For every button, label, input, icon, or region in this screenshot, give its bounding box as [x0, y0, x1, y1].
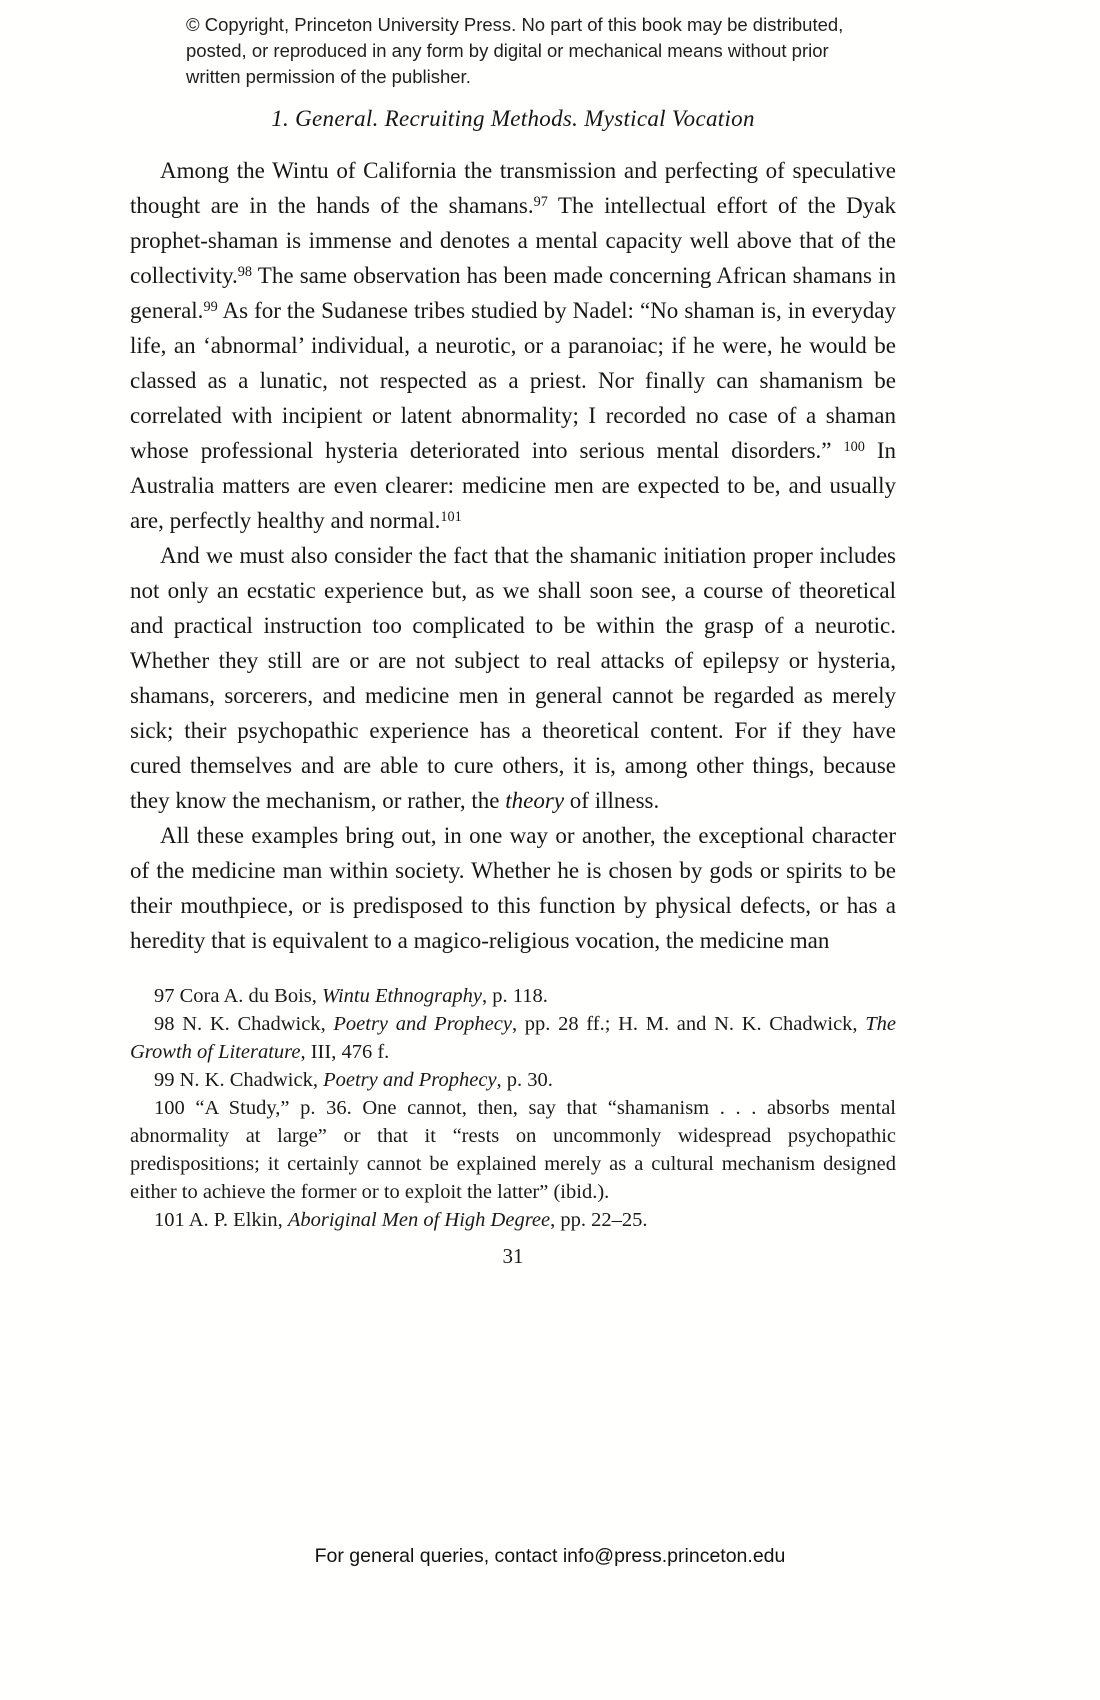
- footnotes: [130, 982, 896, 1234]
- footnote-marker: 99: [203, 299, 218, 316]
- text-segment: Among the Wintu of California the transmission and perfecting of speculative thought are in the hands of the shamans.: [130, 158, 896, 218]
- text-segment: , pp. 22–25.: [550, 1209, 648, 1231]
- text-segment: 101 A. P. Elkin,: [154, 1209, 288, 1231]
- text-segment: theory: [505, 788, 565, 813]
- page-content: [130, 106, 896, 1269]
- text-segment: 97 Cora A. du Bois,: [154, 985, 322, 1007]
- text-segment: As for the Sudanese tribes studied by Nadel: “No shaman is, in everyday life, an ‘abnormal’ individual, a neurotic, or a paranoiac; if he were, he would be classed as a lunatic, not respected as a priest. Nor finally can shamanism be correlated with incipient or latent abnormality; I recorded no case of a shaman whose professional hysteria deteriorated into serious mental disorders.”: [130, 298, 896, 463]
- paragraph: [130, 818, 896, 958]
- text-segment: Wintu Ethnography: [322, 985, 483, 1007]
- footnote-marker: 97: [533, 194, 548, 211]
- paragraph: [130, 153, 896, 538]
- footnote-marker: 101: [440, 509, 462, 526]
- footnote: [130, 1010, 896, 1066]
- text-segment: 99 N. K. Chadwick,: [154, 1069, 324, 1091]
- paragraph: [130, 538, 896, 818]
- footnote: [130, 1066, 896, 1094]
- footnote: [130, 1094, 896, 1206]
- text-segment: 100 “A Study,” p. 36. One cannot, then, say that “shamanism . . . absorbs mental abnormality at large” or that it “rests on uncommonly widespread psychopathic predispositions; it certainly cannot be explained merely as a cultural mechanism designed either to achieve the former or to exploit the latter” (ibid.).: [130, 1097, 896, 1203]
- text-segment: Poetry and Prophecy: [333, 1013, 512, 1035]
- footnote: [130, 1206, 896, 1234]
- text-segment: Poetry and Prophecy: [323, 1069, 497, 1091]
- text-segment: The Growth of Literature: [130, 1013, 897, 1063]
- footnote-marker: 98: [237, 264, 252, 281]
- text-segment: , III, 476 f.: [300, 1041, 390, 1063]
- section-heading: 1. General. Recruiting Methods. Mystical Vocation: [271, 106, 755, 131]
- body-paragraphs: [130, 153, 896, 958]
- copyright-notice: © Copyright, Princeton University Press. No part of this book may be distributed, posted, or reproduced in any form by digital or mechanical means without prior written permission of the publisher.: [186, 14, 844, 87]
- text-segment: And we must also consider the fact that the shamanic initiation proper includes not only an ecstatic experience but, as we shall soon see, a course of theoretical and practical instruction too complicated to be within the grasp of a neurotic. Whether they still are or are not subject to real attacks of epilepsy or hysteria, shamans, sorcerers, and medicine men in general cannot be regarded as merely sick; their psychopathic experience has a theoretical content. For if they have cured themselves and are able to cure others, it is, among other things, because they know the mechanism, or rather, the: [130, 543, 896, 813]
- text-segment: Aboriginal Men of High Degree: [287, 1209, 551, 1231]
- text-segment: 98 N. K. Chadwick,: [154, 1013, 334, 1035]
- footer-text: For general queries, contact info@press.princeton.edu: [314, 1545, 786, 1567]
- text-segment: In Australia matters are even clearer: medicine men are expected to be, and usually are, perfectly healthy and normal.: [130, 438, 896, 533]
- text-segment: All these examples bring out, in one way or another, the exceptional character of the medicine man within society. Whether he is chosen by gods or spirits to be their mouthpiece, or is predisposed to this function by physical defects, or has a heredity that is equivalent to a magico-religious vocation, the medicine man: [130, 823, 896, 953]
- text-segment: , pp. 28 ff.; H. M. and N. K. Chadwick,: [511, 1013, 866, 1035]
- text-segment: , p. 30.: [496, 1069, 553, 1091]
- footnote: [130, 982, 896, 1010]
- page-number: 31: [502, 1244, 524, 1268]
- footnote-marker: 100: [843, 439, 865, 456]
- text-segment: , p. 118.: [482, 985, 548, 1007]
- text-segment: The intellectual effort of the Dyak prophet-shaman is immense and denotes a mental capacity well above that of the collectivity.: [130, 193, 896, 288]
- text-segment: of illness.: [564, 788, 660, 813]
- text-segment: The same observation has been made concerning African shamans in general.: [130, 263, 896, 323]
